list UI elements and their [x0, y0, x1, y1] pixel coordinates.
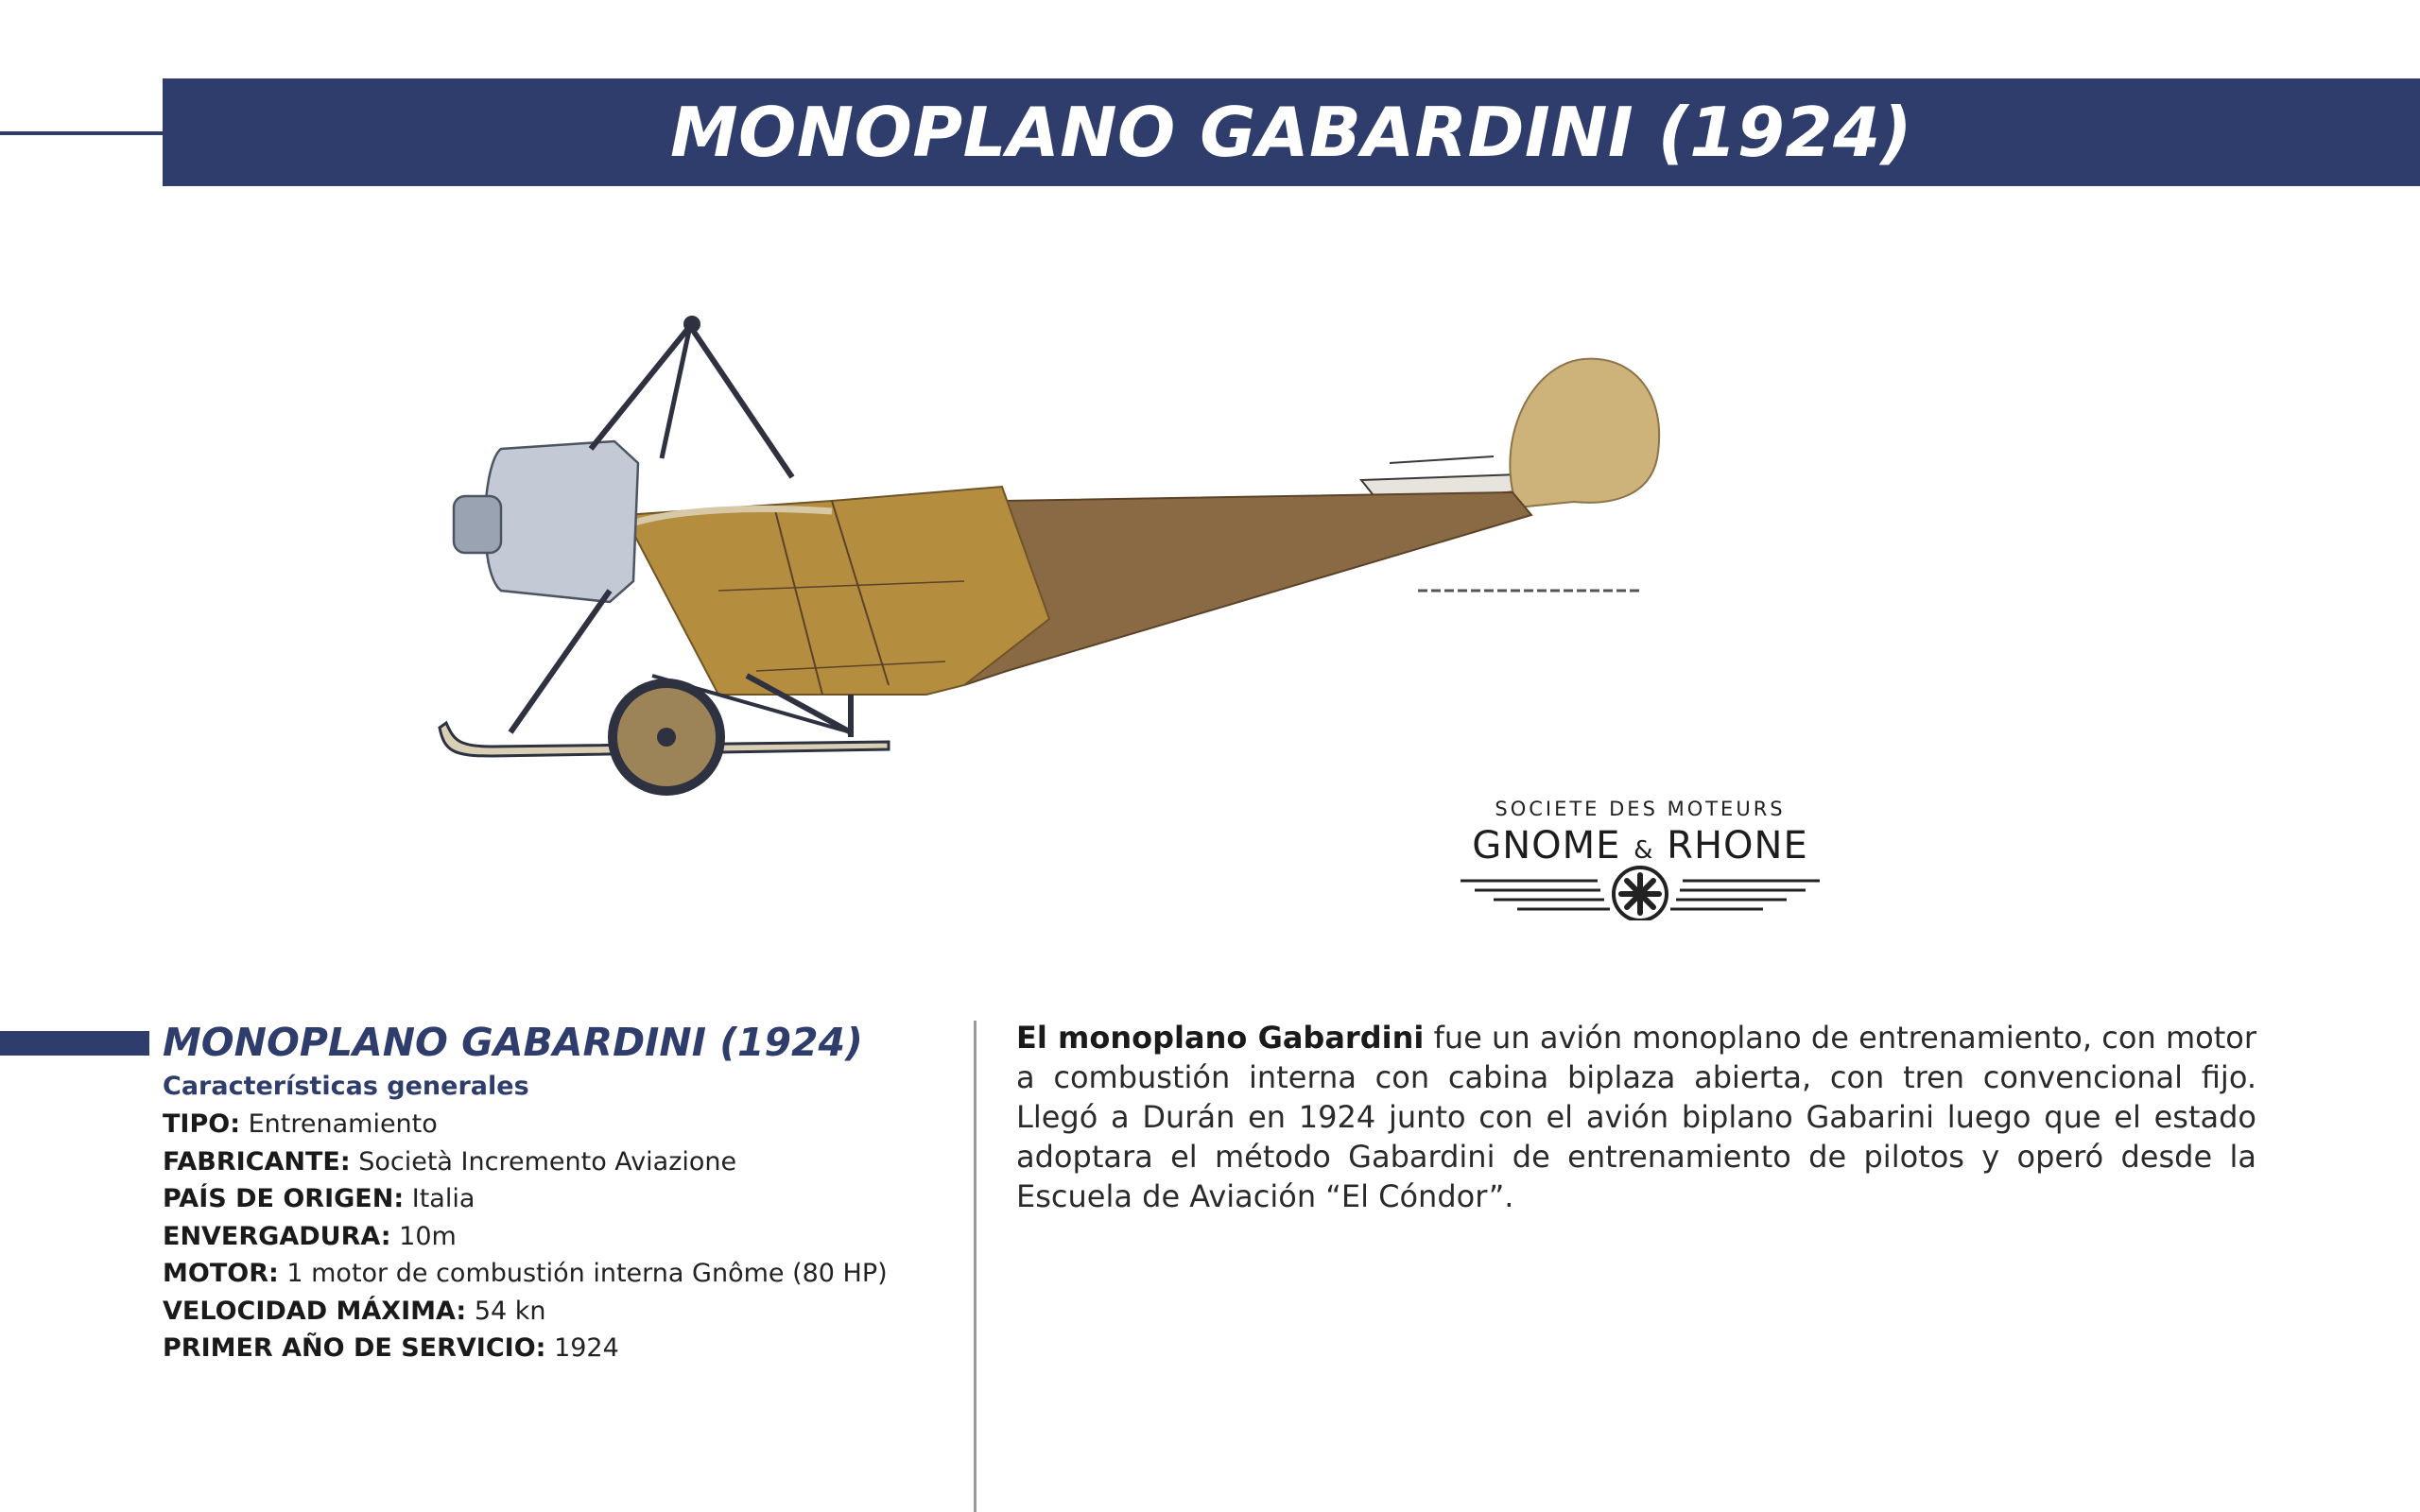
spec-label: MOTOR: — [163, 1259, 279, 1288]
spec-value: 10m — [399, 1221, 457, 1251]
brand-name — [1451, 824, 1829, 868]
winged-star-emblem — [1451, 864, 1829, 920]
spec-value: Società Incremento Aviazione — [358, 1146, 737, 1177]
spec-label: VELOCIDAD MÁXIMA: — [163, 1296, 467, 1326]
column-divider — [974, 1021, 977, 1512]
spec-row — [163, 1143, 957, 1181]
description-paragraph — [1016, 1018, 2256, 1216]
spec-row — [163, 1180, 957, 1218]
spec-label: FABRICANTE: — [163, 1146, 351, 1177]
spec-value: 1 motor de combustión interna Gnôme (80 HP) — [286, 1259, 888, 1288]
spec-value: Entrenamiento — [248, 1109, 438, 1139]
page-title: MONOPLANO GABARDINI (1924) — [670, 93, 1912, 172]
gnome-rhone-logo — [1451, 792, 1829, 924]
specs-title: MONOPLANO GABARDINI (1924) — [163, 1020, 863, 1065]
brand-name-a: GNOME — [1472, 824, 1621, 868]
spec-label: PAÍS DE ORIGEN: — [163, 1184, 405, 1213]
title-banner — [163, 78, 2420, 186]
description-lead: El monoplano Gabardini — [1016, 1020, 1425, 1056]
spec-row — [163, 1106, 957, 1143]
tail-brace — [1390, 456, 1494, 463]
brand-name-b: RHONE — [1667, 824, 1808, 868]
brand-amp: & — [1634, 836, 1654, 865]
section-accent-rule — [0, 1031, 149, 1056]
specs-subtitle: Características generales — [163, 1072, 529, 1101]
spec-label: TIPO: — [163, 1109, 241, 1139]
description-text: fue un avión monoplano de entrenamiento, con motor a combustión interna con cabina biplaza abierta, con tren convencional fijo. Llegó a Durán en 1924 junto con el avión biplano Gabarini luego que el estado adoptara el método Gabardini de entrenamiento de pilotos y operó desde la Escuela de Aviación “El Cóndor”. — [1016, 1020, 2257, 1214]
rudder — [1510, 359, 1659, 507]
header-accent-rule — [0, 131, 163, 135]
spec-label: PRIMER AÑO DE SERVICIO: — [163, 1333, 546, 1363]
spec-row — [163, 1218, 957, 1256]
plane-illustration — [435, 298, 1702, 808]
engine-cowling — [485, 441, 638, 602]
spec-value: 1924 — [554, 1333, 619, 1363]
spec-row — [163, 1293, 957, 1331]
propeller-hub — [454, 496, 501, 553]
spec-row — [163, 1330, 957, 1367]
specs-panel — [163, 1017, 957, 1367]
spec-value: Italia — [411, 1184, 475, 1213]
spec-label: ENVERGADURA: — [163, 1221, 391, 1251]
brand-line1: SOCIETE DES MOTEURS — [1495, 798, 1786, 820]
spec-value: 54 kn — [474, 1296, 546, 1326]
spec-row — [163, 1255, 957, 1293]
